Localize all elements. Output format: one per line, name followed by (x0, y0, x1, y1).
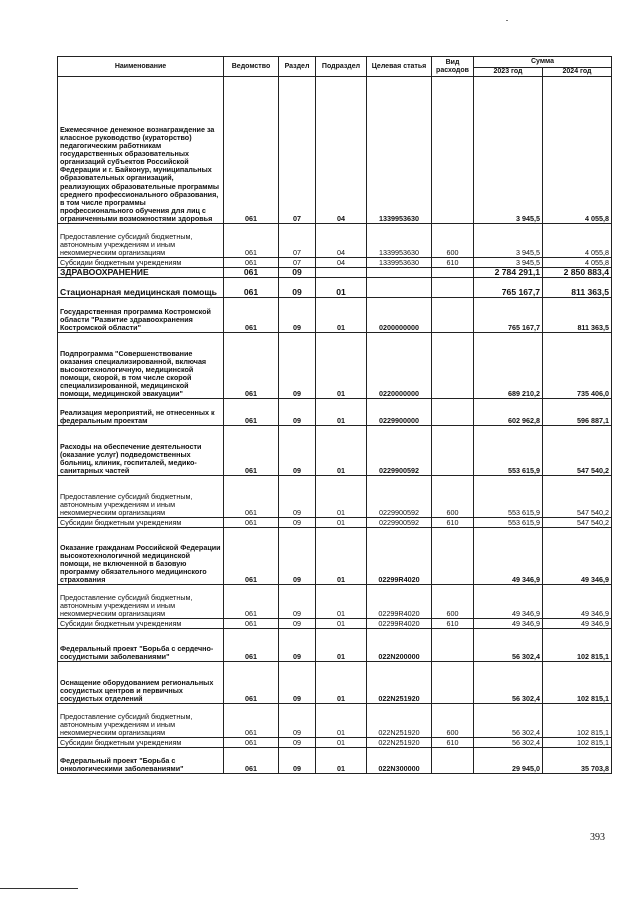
cell-target: 02299R4020 (367, 619, 432, 629)
cell-2024: 2 850 883,4 (543, 268, 612, 278)
cell-2023: 2 784 291,1 (474, 268, 543, 278)
cell-exp-type: 610 (432, 619, 474, 629)
cell-name: Субсидии бюджетным учреждениям (58, 258, 224, 268)
col-header-subsection: Подраздел (316, 57, 367, 77)
cell-2024: 49 346,9 (543, 585, 612, 619)
cell-dept: 061 (224, 619, 279, 629)
cell-dept: 061 (224, 629, 279, 662)
cell-name: Оснащение оборудованием региональных сосудистых центров и первичных сосудистых отделений (58, 662, 224, 704)
cell-exp-type (432, 333, 474, 399)
cell-subsection: 01 (316, 333, 367, 399)
cell-2023: 602 962,8 (474, 399, 543, 426)
cell-section: 09 (279, 528, 316, 585)
cell-exp-type (432, 77, 474, 224)
cell-target: 0229900000 (367, 399, 432, 426)
cell-subsection: 01 (316, 399, 367, 426)
table-row (58, 426, 612, 476)
cell-name: Субсидии бюджетным учреждениям (58, 619, 224, 629)
cell-section: 09 (279, 298, 316, 333)
cell-subsection: 04 (316, 258, 367, 268)
cell-subsection: 01 (316, 662, 367, 704)
cell-dept: 061 (224, 278, 279, 298)
cell-section: 09 (279, 704, 316, 738)
cell-2024: 547 540,2 (543, 426, 612, 476)
cell-2023: 56 302,4 (474, 738, 543, 748)
cell-exp-type (432, 528, 474, 585)
cell-exp-type: 600 (432, 585, 474, 619)
cell-subsection: 01 (316, 619, 367, 629)
table-row (58, 585, 612, 619)
cell-section: 09 (279, 629, 316, 662)
cell-exp-type (432, 278, 474, 298)
cell-dept: 061 (224, 738, 279, 748)
cell-2024: 4 055,8 (543, 258, 612, 268)
col-header-section: Раздел (279, 57, 316, 77)
table-row (58, 528, 612, 585)
cell-target: 0229900592 (367, 426, 432, 476)
cell-section: 09 (279, 426, 316, 476)
table-row (58, 224, 612, 258)
cell-target: 0229900592 (367, 518, 432, 528)
cell-2023: 56 302,4 (474, 662, 543, 704)
cell-section: 09 (279, 748, 316, 774)
cell-exp-type (432, 298, 474, 333)
cell-section: 07 (279, 224, 316, 258)
cell-2024: 596 887,1 (543, 399, 612, 426)
budget-table (57, 56, 612, 774)
cell-subsection: 01 (316, 629, 367, 662)
cell-subsection: 01 (316, 426, 367, 476)
cell-name: Стационарная медицинская помощь (58, 278, 224, 298)
cell-name: Субсидии бюджетным учреждениям (58, 738, 224, 748)
cell-2024: 4 055,8 (543, 224, 612, 258)
table-row (58, 278, 612, 298)
col-header-name: Наименование (58, 57, 224, 77)
cell-name: Предоставление субсидий бюджетным, автономным учреждениям и иным некоммерческим организациям (58, 704, 224, 738)
cell-2023: 3 945,5 (474, 224, 543, 258)
cell-target: 0220000000 (367, 333, 432, 399)
cell-subsection: 04 (316, 224, 367, 258)
cell-2024: 811 363,5 (543, 298, 612, 333)
cell-2024: 102 815,1 (543, 738, 612, 748)
cell-exp-type (432, 268, 474, 278)
cell-exp-type: 600 (432, 224, 474, 258)
cell-subsection: 01 (316, 278, 367, 298)
cell-section: 07 (279, 77, 316, 224)
cell-2023: 765 167,7 (474, 298, 543, 333)
cell-section: 09 (279, 399, 316, 426)
cell-2023: 765 167,7 (474, 278, 543, 298)
cell-dept: 061 (224, 224, 279, 258)
cell-dept: 061 (224, 662, 279, 704)
cell-name: Предоставление субсидий бюджетным, автономным учреждениям и иным некоммерческим организациям (58, 585, 224, 619)
cell-name: Федеральный проект "Борьба с сердечно-сосудистыми заболеваниями" (58, 629, 224, 662)
table-row (58, 748, 612, 774)
cell-subsection: 01 (316, 748, 367, 774)
cell-dept: 061 (224, 258, 279, 268)
table-row (58, 333, 612, 399)
cell-exp-type (432, 629, 474, 662)
cell-2024: 102 815,1 (543, 629, 612, 662)
cell-name: Ежемесячное денежное вознаграждение за классное руководство (кураторство) педагогическим работникам государственных образовательных организаций субъектов Российской Федерации и г. Байконур, муниципальных образовательных организаций, реализующих образовательные программы среднего профессионального образования, в том числе программы профессионального обучения для лиц с ограниченными возможностями здоровья (58, 77, 224, 224)
col-header-target: Целевая статья (367, 57, 432, 77)
cell-2024: 102 815,1 (543, 662, 612, 704)
cell-name: Государственная программа Костромской области "Развитие здравоохранения Костромской области" (58, 298, 224, 333)
cell-subsection (316, 268, 367, 278)
cell-2023: 49 346,9 (474, 619, 543, 629)
cell-target: 1339953630 (367, 77, 432, 224)
table-row (58, 518, 612, 528)
cell-2024: 49 346,9 (543, 528, 612, 585)
cell-target: 022N200000 (367, 629, 432, 662)
cell-exp-type: 600 (432, 704, 474, 738)
col-header-exp-type: Вид расходов (432, 57, 474, 77)
footnote-divider (0, 888, 78, 889)
cell-dept: 061 (224, 268, 279, 278)
cell-2023: 3 945,5 (474, 77, 543, 224)
cell-2023: 3 945,5 (474, 258, 543, 268)
cell-exp-type (432, 426, 474, 476)
cell-subsection: 01 (316, 585, 367, 619)
cell-section: 07 (279, 258, 316, 268)
cell-name: Оказание гражданам Российской Федерации высокотехнологичной медицинской помощи, не включенной в базовую программу обязательного медицинского страхования (58, 528, 224, 585)
cell-exp-type: 610 (432, 738, 474, 748)
page-number: 393 (590, 832, 605, 843)
table-row (58, 619, 612, 629)
cell-dept: 061 (224, 333, 279, 399)
cell-target: 0200000000 (367, 298, 432, 333)
cell-section: 09 (279, 333, 316, 399)
cell-name: Предоставление субсидий бюджетным, автономным учреждениям и иным некоммерческим организациям (58, 476, 224, 518)
cell-subsection: 01 (316, 298, 367, 333)
table-row (58, 77, 612, 224)
cell-section: 09 (279, 662, 316, 704)
cell-target: 022N251920 (367, 738, 432, 748)
cell-name: Предоставление субсидий бюджетным, автономным учреждениям и иным некоммерческим организациям (58, 224, 224, 258)
cell-2024: 35 703,8 (543, 748, 612, 774)
cell-exp-type: 610 (432, 258, 474, 268)
cell-2024: 811 363,5 (543, 278, 612, 298)
cell-subsection: 04 (316, 77, 367, 224)
cell-target: 1339953630 (367, 224, 432, 258)
col-header-dept: Ведомство (224, 57, 279, 77)
cell-2024: 49 346,9 (543, 619, 612, 629)
cell-target (367, 278, 432, 298)
cell-dept: 061 (224, 298, 279, 333)
cell-subsection: 01 (316, 738, 367, 748)
cell-section: 09 (279, 585, 316, 619)
cell-2023: 49 346,9 (474, 585, 543, 619)
cell-target (367, 268, 432, 278)
cell-target: 022N300000 (367, 748, 432, 774)
cell-2024: 735 406,0 (543, 333, 612, 399)
table-body (58, 77, 612, 774)
table-row (58, 258, 612, 268)
cell-section: 09 (279, 268, 316, 278)
cell-section: 09 (279, 619, 316, 629)
cell-2024: 102 815,1 (543, 704, 612, 738)
table-row (58, 298, 612, 333)
col-header-2023: 2023 год (474, 68, 543, 77)
table-row (58, 738, 612, 748)
cell-dept: 061 (224, 476, 279, 518)
cell-exp-type: 600 (432, 476, 474, 518)
col-header-sum: Сумма (474, 57, 612, 68)
cell-dept: 061 (224, 77, 279, 224)
cell-2023: 689 210,2 (474, 333, 543, 399)
cell-section: 09 (279, 518, 316, 528)
table-row (58, 704, 612, 738)
budget-document (57, 56, 611, 774)
cell-dept: 061 (224, 585, 279, 619)
cell-name: Федеральный проект "Борьба с онкологическими заболеваниями" (58, 748, 224, 774)
cell-2023: 553 615,9 (474, 426, 543, 476)
cell-subsection: 01 (316, 476, 367, 518)
cell-dept: 061 (224, 518, 279, 528)
scan-speck (506, 20, 508, 21)
cell-target: 022N251920 (367, 704, 432, 738)
cell-name: ЗДРАВООХРАНЕНИЕ (58, 268, 224, 278)
cell-2023: 553 615,9 (474, 476, 543, 518)
table-row (58, 662, 612, 704)
cell-exp-type (432, 748, 474, 774)
table-row (58, 399, 612, 426)
cell-target: 022N251920 (367, 662, 432, 704)
cell-dept: 061 (224, 399, 279, 426)
cell-2023: 56 302,4 (474, 704, 543, 738)
col-header-2024: 2024 год (543, 68, 612, 77)
cell-2024: 547 540,2 (543, 476, 612, 518)
cell-subsection: 01 (316, 704, 367, 738)
cell-name: Расходы на обеспечение деятельности (оказание услуг) подведомственных больниц, клиник, госпиталей, медико-санитарных частей (58, 426, 224, 476)
cell-exp-type: 610 (432, 518, 474, 528)
cell-2024: 547 540,2 (543, 518, 612, 528)
cell-subsection: 01 (316, 518, 367, 528)
cell-2023: 56 302,4 (474, 629, 543, 662)
cell-dept: 061 (224, 704, 279, 738)
cell-name: Реализация мероприятий, не отнесенных к федеральным проектам (58, 399, 224, 426)
cell-target: 02299R4020 (367, 585, 432, 619)
cell-name: Субсидии бюджетным учреждениям (58, 518, 224, 528)
cell-target: 02299R4020 (367, 528, 432, 585)
table-row (58, 476, 612, 518)
cell-2023: 49 346,9 (474, 528, 543, 585)
cell-exp-type (432, 399, 474, 426)
cell-target: 0229900592 (367, 476, 432, 518)
cell-2023: 29 945,0 (474, 748, 543, 774)
cell-exp-type (432, 662, 474, 704)
cell-2024: 4 055,8 (543, 77, 612, 224)
cell-section: 09 (279, 738, 316, 748)
table-row (58, 629, 612, 662)
cell-subsection: 01 (316, 528, 367, 585)
cell-dept: 061 (224, 748, 279, 774)
table-row (58, 268, 612, 278)
cell-section: 09 (279, 278, 316, 298)
cell-section: 09 (279, 476, 316, 518)
cell-target: 1339953630 (367, 258, 432, 268)
cell-name: Подпрограмма "Совершенствование оказания специализированной, включая высокотехнологичную, медицинской помощи, скорой, в том числе скорой специализированной, медицинской помощи, медицинской эвакуации" (58, 333, 224, 399)
cell-dept: 061 (224, 528, 279, 585)
cell-dept: 061 (224, 426, 279, 476)
cell-2023: 553 615,9 (474, 518, 543, 528)
